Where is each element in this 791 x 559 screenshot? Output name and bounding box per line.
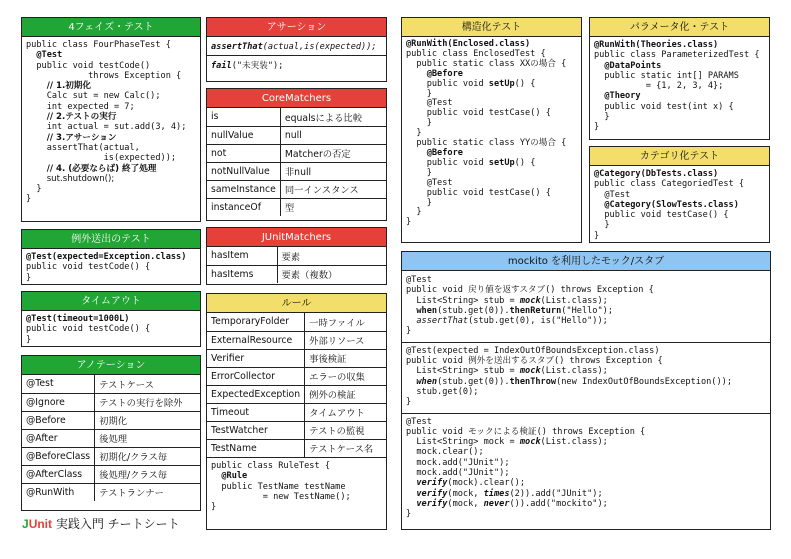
code-block: @Test(expected=Exception.class) public void testCode() { } xyxy=(26,252,187,283)
core-matchers-panel xyxy=(206,88,387,221)
panel-title: カテゴリ化テスト xyxy=(590,147,769,166)
annotation-panel xyxy=(21,355,201,511)
table-row: nullValue null xyxy=(207,126,386,144)
table-row: Timeout タイムアウト xyxy=(207,403,386,421)
parameterized-test-panel xyxy=(589,17,770,140)
assertion-panel xyxy=(206,17,387,82)
code-block: @Test public void モックによる検証() throws Exception { List<String> mock = mock(List.class); mock.clear(); mock.add("JUnit"); mock.add("JUnit"); verify(mock).clear(); verify(mock, times(2)).add("JUnit"); verify(mock, never()).add("mockito"); } xyxy=(406,416,646,520)
four-phase-test-panel xyxy=(21,17,201,222)
table-row: instanceOf 型 xyxy=(207,198,386,216)
code-block: public class FourPhaseTest { @Test public void testCode() throws Exception { // 1.初期化 Calc sut = new Calc(); int expected = 7; // 2.テストの実行 int actual = sut.add(3, 4); // 3.アサーション assertThat(actual, is(expected)); // 4. (必要ならば) 終了処理 sut.shutdown(); } } xyxy=(26,40,187,205)
code-block: @RunWith(Enclosed.class) public class EnclosedTest { public static class XXの場合 { @Before public void setUp() { } @Test public void testCase() { } } public static class YYの場合 { @Before public void setUp() { } @Test public void testCase() { } } } xyxy=(406,39,567,228)
panel-title: アノテーション xyxy=(22,356,200,375)
panel-title: アサーション xyxy=(207,18,386,37)
table-row: @AfterClass 後処理/クラス毎 xyxy=(22,465,200,483)
code-block: fail("未実装"); xyxy=(211,61,284,72)
junit-matchers-table xyxy=(207,247,386,283)
table-row: TemporaryFolder 一時ファイル xyxy=(207,313,386,331)
table-row: @BeforeClass 初期化/クラス毎 xyxy=(22,447,200,465)
junit-matchers-panel xyxy=(206,227,387,285)
panel-title: 例外送出のテスト xyxy=(22,230,200,249)
panel-title: 4フェイズ・テスト xyxy=(22,18,200,37)
table-row: ErrorCollector エラーの収集 xyxy=(207,367,386,385)
timeout-panel xyxy=(21,291,201,347)
panel-title: mockito を利用したモック/スタブ xyxy=(402,252,770,271)
table-row: @Test テストケース xyxy=(22,375,200,393)
table-row: ExternalResource 外部リソース xyxy=(207,331,386,349)
table-row: Verifier 事後検証 xyxy=(207,349,386,367)
code-block: @Test(timeout=1000L) public void testCode() { } xyxy=(26,314,151,345)
table-row: ExpectedException 例外の検証 xyxy=(207,385,386,403)
code-block: @Category(DbTests.class) public class CategoriedTest { @Test @Category(SlowTests.class) public void testCase() { } } xyxy=(594,169,745,241)
structured-test-panel xyxy=(401,17,582,243)
code-block: @Test(expected = IndexOutOfBoundsException.class) public void 例外を送出するスタブ() throws Exception { List<String> stub = mock(List.class); when(stub.get(0)).thenThrow(new IndexOutOfBoundsException()); stub.get(0); } xyxy=(406,345,732,408)
panel-title: タイムアウト xyxy=(22,292,200,311)
mockito-panel xyxy=(401,251,771,530)
table-row: @After 後処理 xyxy=(22,429,200,447)
table-row: @RunWith テストランナー xyxy=(22,483,200,501)
rules-table xyxy=(207,313,386,457)
table-row: notNullValue 非null xyxy=(207,162,386,180)
table-row: TestName テストケース名 xyxy=(207,439,386,457)
table-row: not Matcherの否定 xyxy=(207,144,386,162)
logo-j: J xyxy=(22,517,29,531)
exception-test-panel xyxy=(21,229,201,285)
logo-unit: Unit xyxy=(28,517,53,531)
panel-title: CoreMatchers xyxy=(207,89,386,108)
code-block: assertThat(actual,is(expected)); xyxy=(211,42,377,52)
panel-title: ルール xyxy=(207,294,386,313)
table-row: @Ignore テストの実行を除外 xyxy=(22,393,200,411)
code-block: @RunWith(Theories.class) public class ParameterizedTest { @DataPoints public static int[] PARAMS = {1, 2, 3, 4}; @Theory public void test(int x) { } } xyxy=(594,40,760,133)
table-row: @Before 初期化 xyxy=(22,411,200,429)
core-matchers-table xyxy=(207,108,386,216)
category-test-panel xyxy=(589,146,770,243)
table-row: hasItems 要素（複数） xyxy=(207,265,386,283)
code-block: public class RuleTest { @Rule public TestName testName = new TestName(); } xyxy=(211,461,351,513)
annotation-table xyxy=(22,375,200,501)
table-row: is equalsによる比較 xyxy=(207,108,386,126)
table-row: hasItem 要素 xyxy=(207,247,386,265)
panel-title: JUnitMatchers xyxy=(207,228,386,247)
panel-title: パラメータ化・テスト xyxy=(590,18,769,37)
table-row: TestWatcher テストの監視 xyxy=(207,421,386,439)
rules-panel xyxy=(206,293,387,530)
footer-title xyxy=(22,515,180,532)
panel-title: 構造化テスト xyxy=(402,18,581,37)
code-block: @Test public void 戻り値を返すスタブ() throws Exception { List<String> stub = mock(List.class); when(stub.get(0)).thenReturn("Hello"); assertThat(stub.get(0), is("Hello")); } xyxy=(406,275,654,337)
footer-text: 実践入門 チートシート xyxy=(52,517,180,531)
table-row: sameInstance 同一インスタンス xyxy=(207,180,386,198)
